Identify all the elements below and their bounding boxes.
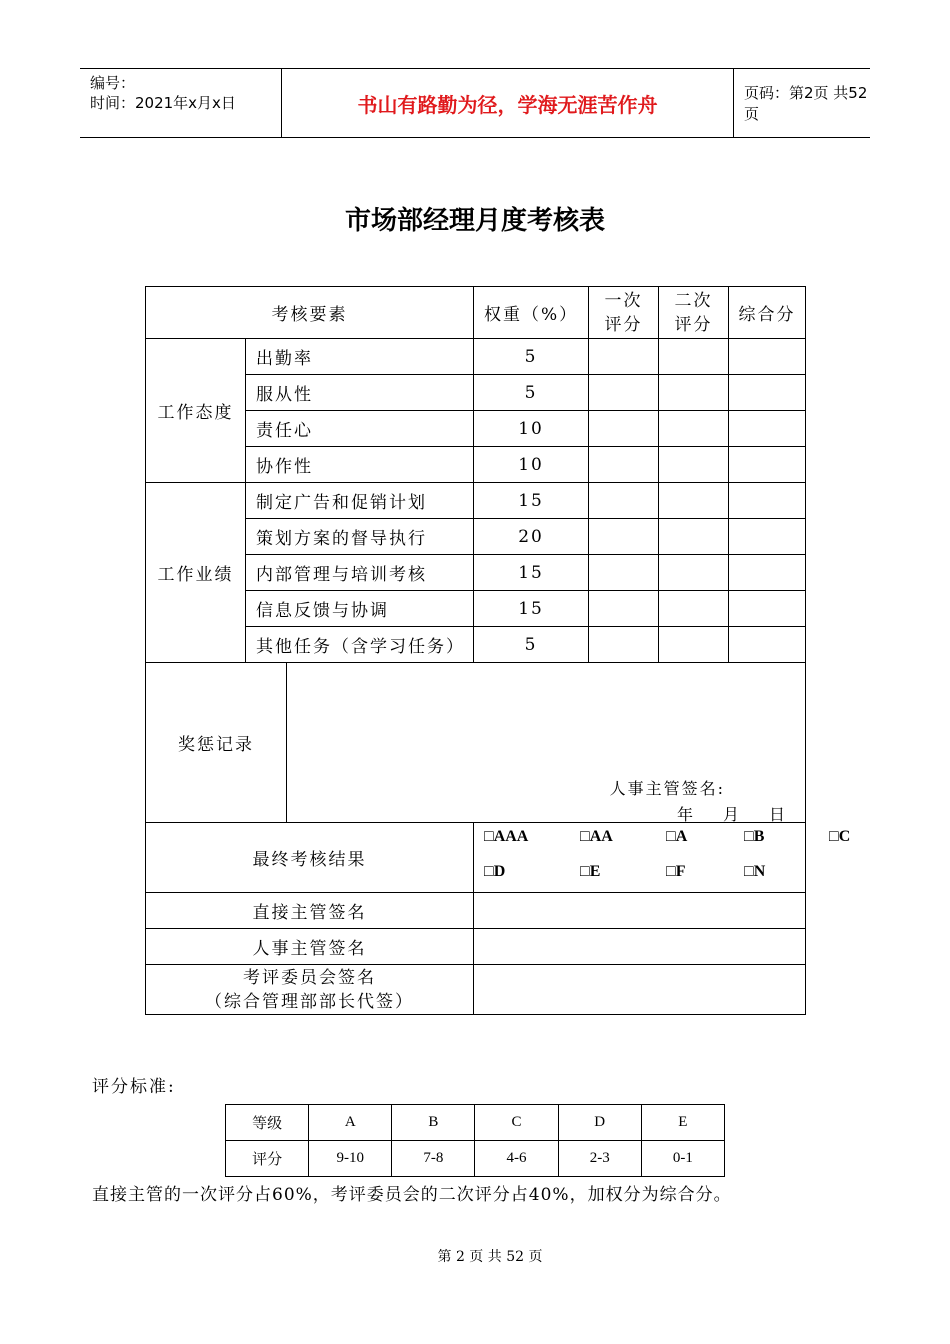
item-weight: 15 [474, 591, 589, 627]
page-title: 市场部经理月度考核表 [344, 206, 605, 236]
scoring-cell: E [641, 1105, 724, 1141]
signature-row [146, 893, 806, 929]
item-weight: 15 [474, 483, 589, 519]
total-cell[interactable] [729, 375, 806, 411]
option-aa[interactable]: □AA [580, 827, 613, 845]
score-cell[interactable] [589, 483, 659, 519]
table-header-row [146, 287, 806, 339]
time-label: 时间：2021年x月x日 [90, 94, 236, 112]
item-weight: 5 [474, 375, 589, 411]
scoring-cell: A [309, 1105, 392, 1141]
award-row [146, 663, 806, 823]
header-first-score-l2: 评分 [604, 314, 643, 335]
scoring-grade-row [226, 1105, 725, 1141]
score-cell[interactable] [589, 555, 659, 591]
table-row [146, 339, 806, 375]
final-options [474, 823, 851, 893]
item-name: 制定广告和促销计划 [246, 483, 474, 519]
score-cell[interactable] [659, 483, 729, 519]
item-name: 协作性 [246, 447, 474, 483]
header-motto: 书山有路勤为径，学海无涯苦作舟 [282, 69, 734, 137]
header-second-score-l2: 评分 [674, 314, 713, 335]
option-b[interactable]: □B [744, 827, 765, 845]
assessment-table [145, 286, 851, 1015]
score-cell[interactable] [659, 519, 729, 555]
header-weight: 权重（%） [474, 287, 589, 339]
option-e[interactable]: □E [580, 862, 601, 880]
header-first-score-l1: 一次 [604, 290, 643, 311]
award-month: 月 [723, 804, 742, 824]
item-name: 出勤率 [246, 339, 474, 375]
scoring-cell: 7-8 [392, 1141, 475, 1177]
score-cell[interactable] [589, 411, 659, 447]
header-page-info: 页码：第2页 共52页 [744, 84, 868, 123]
total-cell[interactable] [729, 555, 806, 591]
score-cell[interactable] [589, 519, 659, 555]
header-first-score [589, 287, 659, 339]
final-options-box [474, 824, 851, 892]
score-cell[interactable] [589, 447, 659, 483]
item-weight: 15 [474, 555, 589, 591]
award-day: 日 [769, 804, 788, 824]
score-cell[interactable] [589, 627, 659, 663]
total-cell[interactable] [729, 447, 806, 483]
direct-sign-label: 直接主管签名 [146, 893, 474, 929]
scoring-cell: B [392, 1105, 475, 1141]
score-cell[interactable] [589, 375, 659, 411]
total-cell[interactable] [729, 411, 806, 447]
score-cell[interactable] [659, 411, 729, 447]
committee-sign-label [146, 965, 474, 1015]
scoring-cell: 等级 [226, 1105, 309, 1141]
scoring-cell: 评分 [226, 1141, 309, 1177]
scoring-cell: 9-10 [309, 1141, 392, 1177]
header-element: 考核要素 [146, 287, 474, 339]
option-aaa[interactable]: □AAA [484, 827, 529, 845]
score-cell[interactable] [659, 375, 729, 411]
item-name: 其他任务（含学习任务） [246, 627, 474, 663]
group-attitude: 工作态度 [146, 339, 246, 483]
final-label: 最终考核结果 [146, 823, 474, 893]
item-weight: 5 [474, 339, 589, 375]
hr-sign-field[interactable] [474, 929, 806, 965]
scoring-cell: C [475, 1105, 558, 1141]
item-name: 责任心 [246, 411, 474, 447]
group-performance: 工作业绩 [146, 483, 246, 663]
signature-row [146, 929, 806, 965]
award-year: 年 [676, 804, 695, 824]
award-box [287, 664, 805, 822]
total-cell[interactable] [729, 627, 806, 663]
item-name: 策划方案的督导执行 [246, 519, 474, 555]
award-date [649, 802, 787, 825]
table-row [146, 483, 806, 519]
item-weight: 10 [474, 411, 589, 447]
item-weight: 20 [474, 519, 589, 555]
scoring-cell: 2-3 [558, 1141, 641, 1177]
header-meta [80, 69, 282, 137]
score-cell[interactable] [589, 339, 659, 375]
item-weight: 5 [474, 627, 589, 663]
committee-sign-l2: （综合管理部部长代签） [205, 991, 415, 1012]
scoring-cell: 0-1 [641, 1141, 724, 1177]
final-row [146, 823, 806, 893]
award-content[interactable] [287, 663, 806, 823]
item-name: 信息反馈与协调 [246, 591, 474, 627]
option-f[interactable]: □F [666, 862, 686, 880]
option-a[interactable]: □A [666, 827, 688, 845]
hr-sign-label: 人事主管签名 [146, 929, 474, 965]
item-name: 内部管理与培训考核 [246, 555, 474, 591]
direct-sign-field[interactable] [474, 893, 806, 929]
option-c[interactable]: □C [829, 827, 851, 845]
score-cell[interactable] [659, 555, 729, 591]
scoring-cell: 4-6 [475, 1141, 558, 1177]
scoring-note: 直接主管的一次评分占60%，考评委员会的二次评分占40%，加权分为综合分。 [92, 1185, 732, 1205]
item-weight: 10 [474, 447, 589, 483]
committee-sign-l1: 考评委员会签名 [243, 967, 377, 988]
header-total: 综合分 [729, 287, 806, 339]
scoring-label: 评分标准: [92, 1077, 176, 1097]
page-footer: 第 2 页 共 52 页 [437, 1249, 543, 1265]
option-d[interactable]: □D [484, 862, 506, 880]
option-n[interactable]: □N [744, 862, 766, 880]
score-cell[interactable] [659, 447, 729, 483]
header-second-score [659, 287, 729, 339]
page-header [80, 68, 870, 138]
score-cell[interactable] [659, 627, 729, 663]
score-cell[interactable] [659, 339, 729, 375]
number-label: 编号： [90, 74, 136, 92]
total-cell[interactable] [729, 483, 806, 519]
score-cell[interactable] [589, 591, 659, 627]
item-name: 服从性 [246, 375, 474, 411]
signature-row [146, 965, 806, 1015]
total-cell[interactable] [729, 519, 806, 555]
total-cell[interactable] [729, 591, 806, 627]
scoring-score-row [226, 1141, 725, 1177]
scoring-cell: D [558, 1105, 641, 1141]
total-cell[interactable] [729, 339, 806, 375]
award-label: 奖惩记录 [146, 663, 287, 823]
award-sign-label: 人事主管签名: [609, 778, 726, 798]
header-second-score-l1: 二次 [674, 290, 713, 311]
committee-sign-field[interactable] [474, 965, 806, 1015]
scoring-table [225, 1104, 725, 1177]
score-cell[interactable] [659, 591, 729, 627]
